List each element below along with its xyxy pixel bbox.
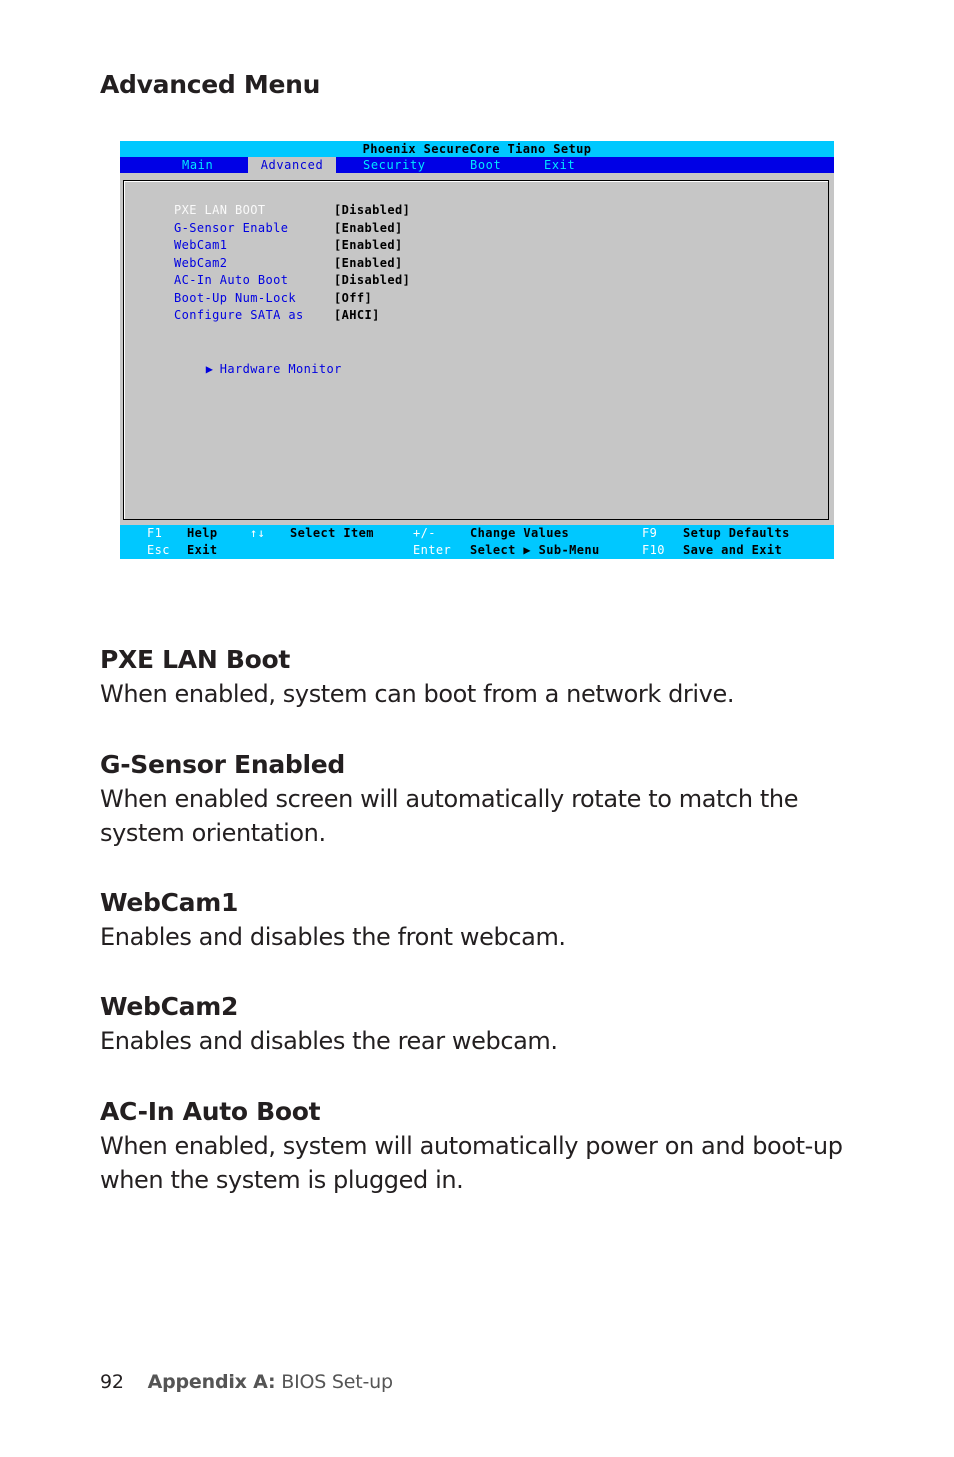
bios-item-value: [Enabled]	[334, 221, 403, 235]
key-esc-desc: Exit	[187, 543, 218, 557]
bios-item-value: [Off]	[334, 291, 373, 305]
description-title: WebCam1	[100, 888, 239, 917]
bios-item-value: [Disabled]	[334, 273, 411, 287]
key-arrows-desc: Select Item	[290, 526, 374, 540]
bios-item-value: [Disabled]	[334, 203, 411, 217]
description-ac-in-auto-boot	[100, 1095, 860, 1197]
page-footer	[100, 1371, 393, 1393]
chapter-label: Appendix A:	[147, 1371, 276, 1393]
submenu-arrow-icon: ▶	[205, 362, 214, 376]
bios-submenu-label: Hardware Monitor	[219, 362, 342, 376]
bios-screenshot	[120, 141, 834, 559]
key-arrows: ↑↓	[250, 526, 266, 540]
key-enter: Enter	[413, 543, 452, 557]
tab-security[interactable]: Security	[363, 158, 426, 172]
description-title: PXE LAN Boot	[100, 645, 291, 674]
description-text: Enables and disables the rear webcam.	[100, 1027, 558, 1055]
key-f10: F10	[642, 543, 665, 557]
description-title: WebCam2	[100, 992, 239, 1021]
bios-submenu-hardware-monitor[interactable]	[160, 345, 342, 376]
bios-title-bar: Phoenix SecureCore Tiano Setup	[120, 141, 834, 157]
description-text: When enabled, system can boot from a network drive.	[100, 680, 735, 708]
bios-menu-bar	[120, 157, 834, 173]
bios-item-label: Boot-Up Num-Lock	[174, 291, 296, 305]
tab-boot[interactable]: Boot	[470, 158, 502, 172]
page-number: 92	[100, 1371, 124, 1393]
bios-key-legend	[120, 525, 834, 559]
description-pxe-lan-boot	[100, 643, 860, 711]
key-f9: F9	[642, 526, 658, 540]
description-webcam1	[100, 886, 860, 954]
section-heading: Advanced Menu	[100, 70, 321, 99]
bios-item-value: [AHCI]	[334, 308, 380, 322]
tab-main[interactable]: Main	[182, 158, 214, 172]
key-esc: Esc	[147, 543, 170, 557]
key-f1: F1	[147, 526, 163, 540]
bios-item-label: Configure SATA as	[174, 308, 304, 322]
key-f9-desc: Setup Defaults	[683, 526, 790, 540]
bios-item-value: [Enabled]	[334, 238, 403, 252]
description-text: When enabled, system will automatically power on and boot-up when the system is plugged in.	[100, 1132, 843, 1194]
key-plusminus: +/-	[413, 526, 436, 540]
description-text: Enables and disables the front webcam.	[100, 923, 566, 951]
key-f10-desc: Save and Exit	[683, 543, 783, 557]
key-f1-desc: Help	[187, 526, 218, 540]
bios-item-label: WebCam1	[174, 238, 228, 252]
bios-item-label: WebCam2	[174, 256, 228, 270]
key-enter-desc: Select ▶ Sub-Menu	[470, 543, 600, 557]
tab-advanced[interactable]: Advanced	[248, 157, 336, 173]
bios-settings-panel	[123, 180, 829, 520]
chapter-title: BIOS Set-up	[281, 1371, 393, 1393]
bios-item-label: AC-In Auto Boot	[174, 273, 289, 287]
key-plusminus-desc: Change Values	[470, 526, 570, 540]
bios-item-value: [Enabled]	[334, 256, 403, 270]
description-title: G-Sensor Enabled	[100, 750, 346, 779]
bios-item-label: G-Sensor Enable	[174, 221, 289, 235]
description-text: When enabled screen will automatically rotate to match the system orientation.	[100, 785, 799, 847]
description-g-sensor	[100, 748, 860, 850]
tab-exit[interactable]: Exit	[544, 158, 576, 172]
description-title: AC-In Auto Boot	[100, 1097, 321, 1126]
description-webcam2	[100, 990, 860, 1058]
bios-item-label: PXE LAN BOOT	[174, 203, 266, 217]
